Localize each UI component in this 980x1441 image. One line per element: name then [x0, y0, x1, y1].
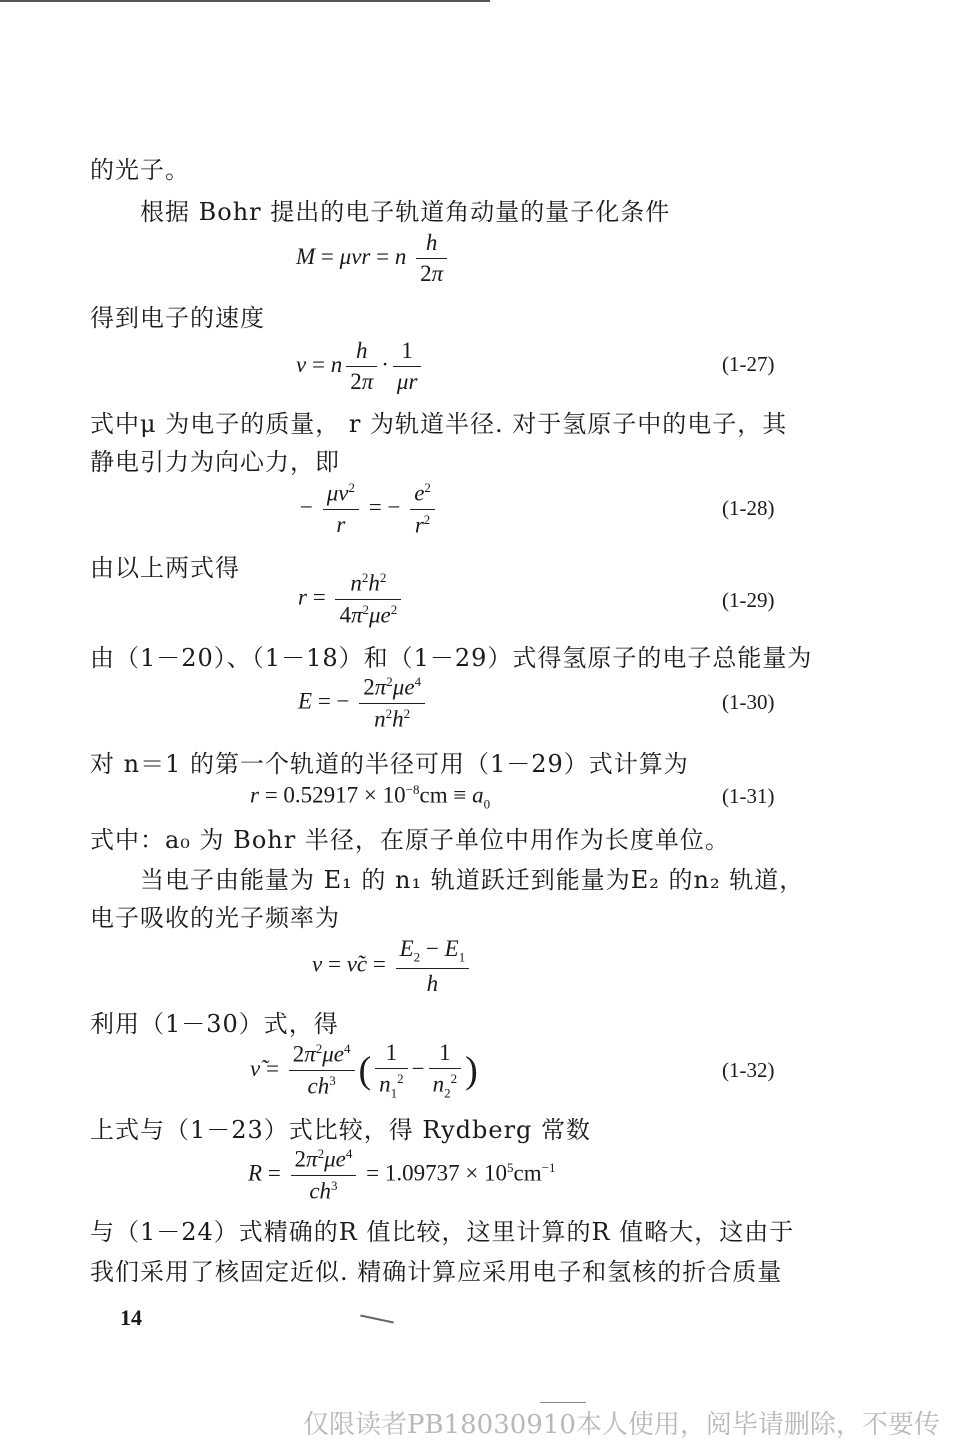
text-line-4: 式中μ 为电子的质量， r 为轨道半径. 对于氢原子中的电子，其	[90, 410, 788, 438]
equation-1-27: v = n $\frac{h}{2\pi}$ · $\frac{1}{\mu r}$	[296, 338, 425, 395]
text-line-6: 由以上两式得	[90, 554, 240, 582]
equation-angular-momentum: M = μvr = n $\frac{h}{2\pi}$	[296, 230, 451, 287]
text-line-1: 的光子。	[90, 156, 190, 184]
text-line-3: 得到电子的速度	[90, 304, 265, 332]
text-line-14: 与（1－24）式精确的R 值比较，这里计算的R 值略大，这由于	[90, 1218, 795, 1246]
equation-1-30: E = − $\frac{2\pi^2\mu e^4}{n^2h^2}$	[298, 674, 429, 732]
text-line-9: 式中：a₀ 为 Bohr 半径，在原子单位中用作为长度单位。	[90, 826, 730, 854]
scan-mark-bottom	[540, 1402, 586, 1403]
text-line-2: 根据 Bohr 提出的电子轨道角动量的量子化条件	[140, 198, 671, 226]
text-line-10: 当电子由能量为 E₁ 的 n₁ 轨道跃迁到能量为E₂ 的n₂ 轨道，	[140, 866, 805, 894]
text-line-15: 我们采用了核固定近似. 精确计算应采用电子和氢核的折合质量	[90, 1258, 783, 1286]
equation-number-1-31: (1-31)	[722, 784, 775, 808]
equation-number-1-28: (1-28)	[722, 496, 775, 520]
equation-rydberg: R = $\frac{2\pi^2\mu e^4}{ch^3}$ = $1.09737 \times 10^5cm^{-1}$	[248, 1146, 556, 1204]
equation-number-1-32: (1-32)	[722, 1058, 775, 1082]
equation-1-32: ν̃ = $\frac{2\pi^2\mu e^4}{ch^3}$ ( $\frac{1}{n_1^2}$ − $\frac{1}{n_2^2}$ )	[250, 1040, 478, 1101]
text-line-7: 由（1－20）、（1－18）和（1－29）式得氢原子的电子总能量为	[90, 644, 813, 672]
text-line-5: 静电引力为向心力，即	[90, 448, 340, 476]
equation-1-28: − $\frac{\mu v^2}{r}$ = − $\frac{e^2}{r^2}$	[300, 480, 439, 538]
equation-1-31: $r = 0.52917 \times 10^{-8}cm \equiv a_0$	[250, 782, 491, 812]
top-rule	[0, 0, 490, 2]
page-number: 14	[120, 1305, 142, 1330]
equation-1-29: r = $\frac{n^2h^2}{4\pi^2\mu e^2}$	[298, 570, 405, 628]
watermark: 仅限读者PB18030910本人使用，阅毕请删除，不要传	[303, 1410, 940, 1440]
text-line-12: 利用（1－30）式，得	[90, 1010, 339, 1038]
scan-mark	[360, 1314, 394, 1323]
text-line-11: 电子吸收的光子频率为	[90, 904, 340, 932]
text-line-13: 上式与（1－23）式比较，得 Rydberg 常数	[90, 1116, 592, 1144]
text-line-8: 对 n＝1 的第一个轨道的半径可用（1－29）式计算为	[90, 750, 689, 778]
equation-number-1-29: (1-29)	[722, 588, 775, 612]
equation-number-1-27: (1-27)	[722, 352, 775, 376]
equation-number-1-30: (1-30)	[722, 690, 775, 714]
equation-frequency: ν = ν̃c = $\frac{E_2 - E_1}{h}$	[312, 936, 473, 997]
